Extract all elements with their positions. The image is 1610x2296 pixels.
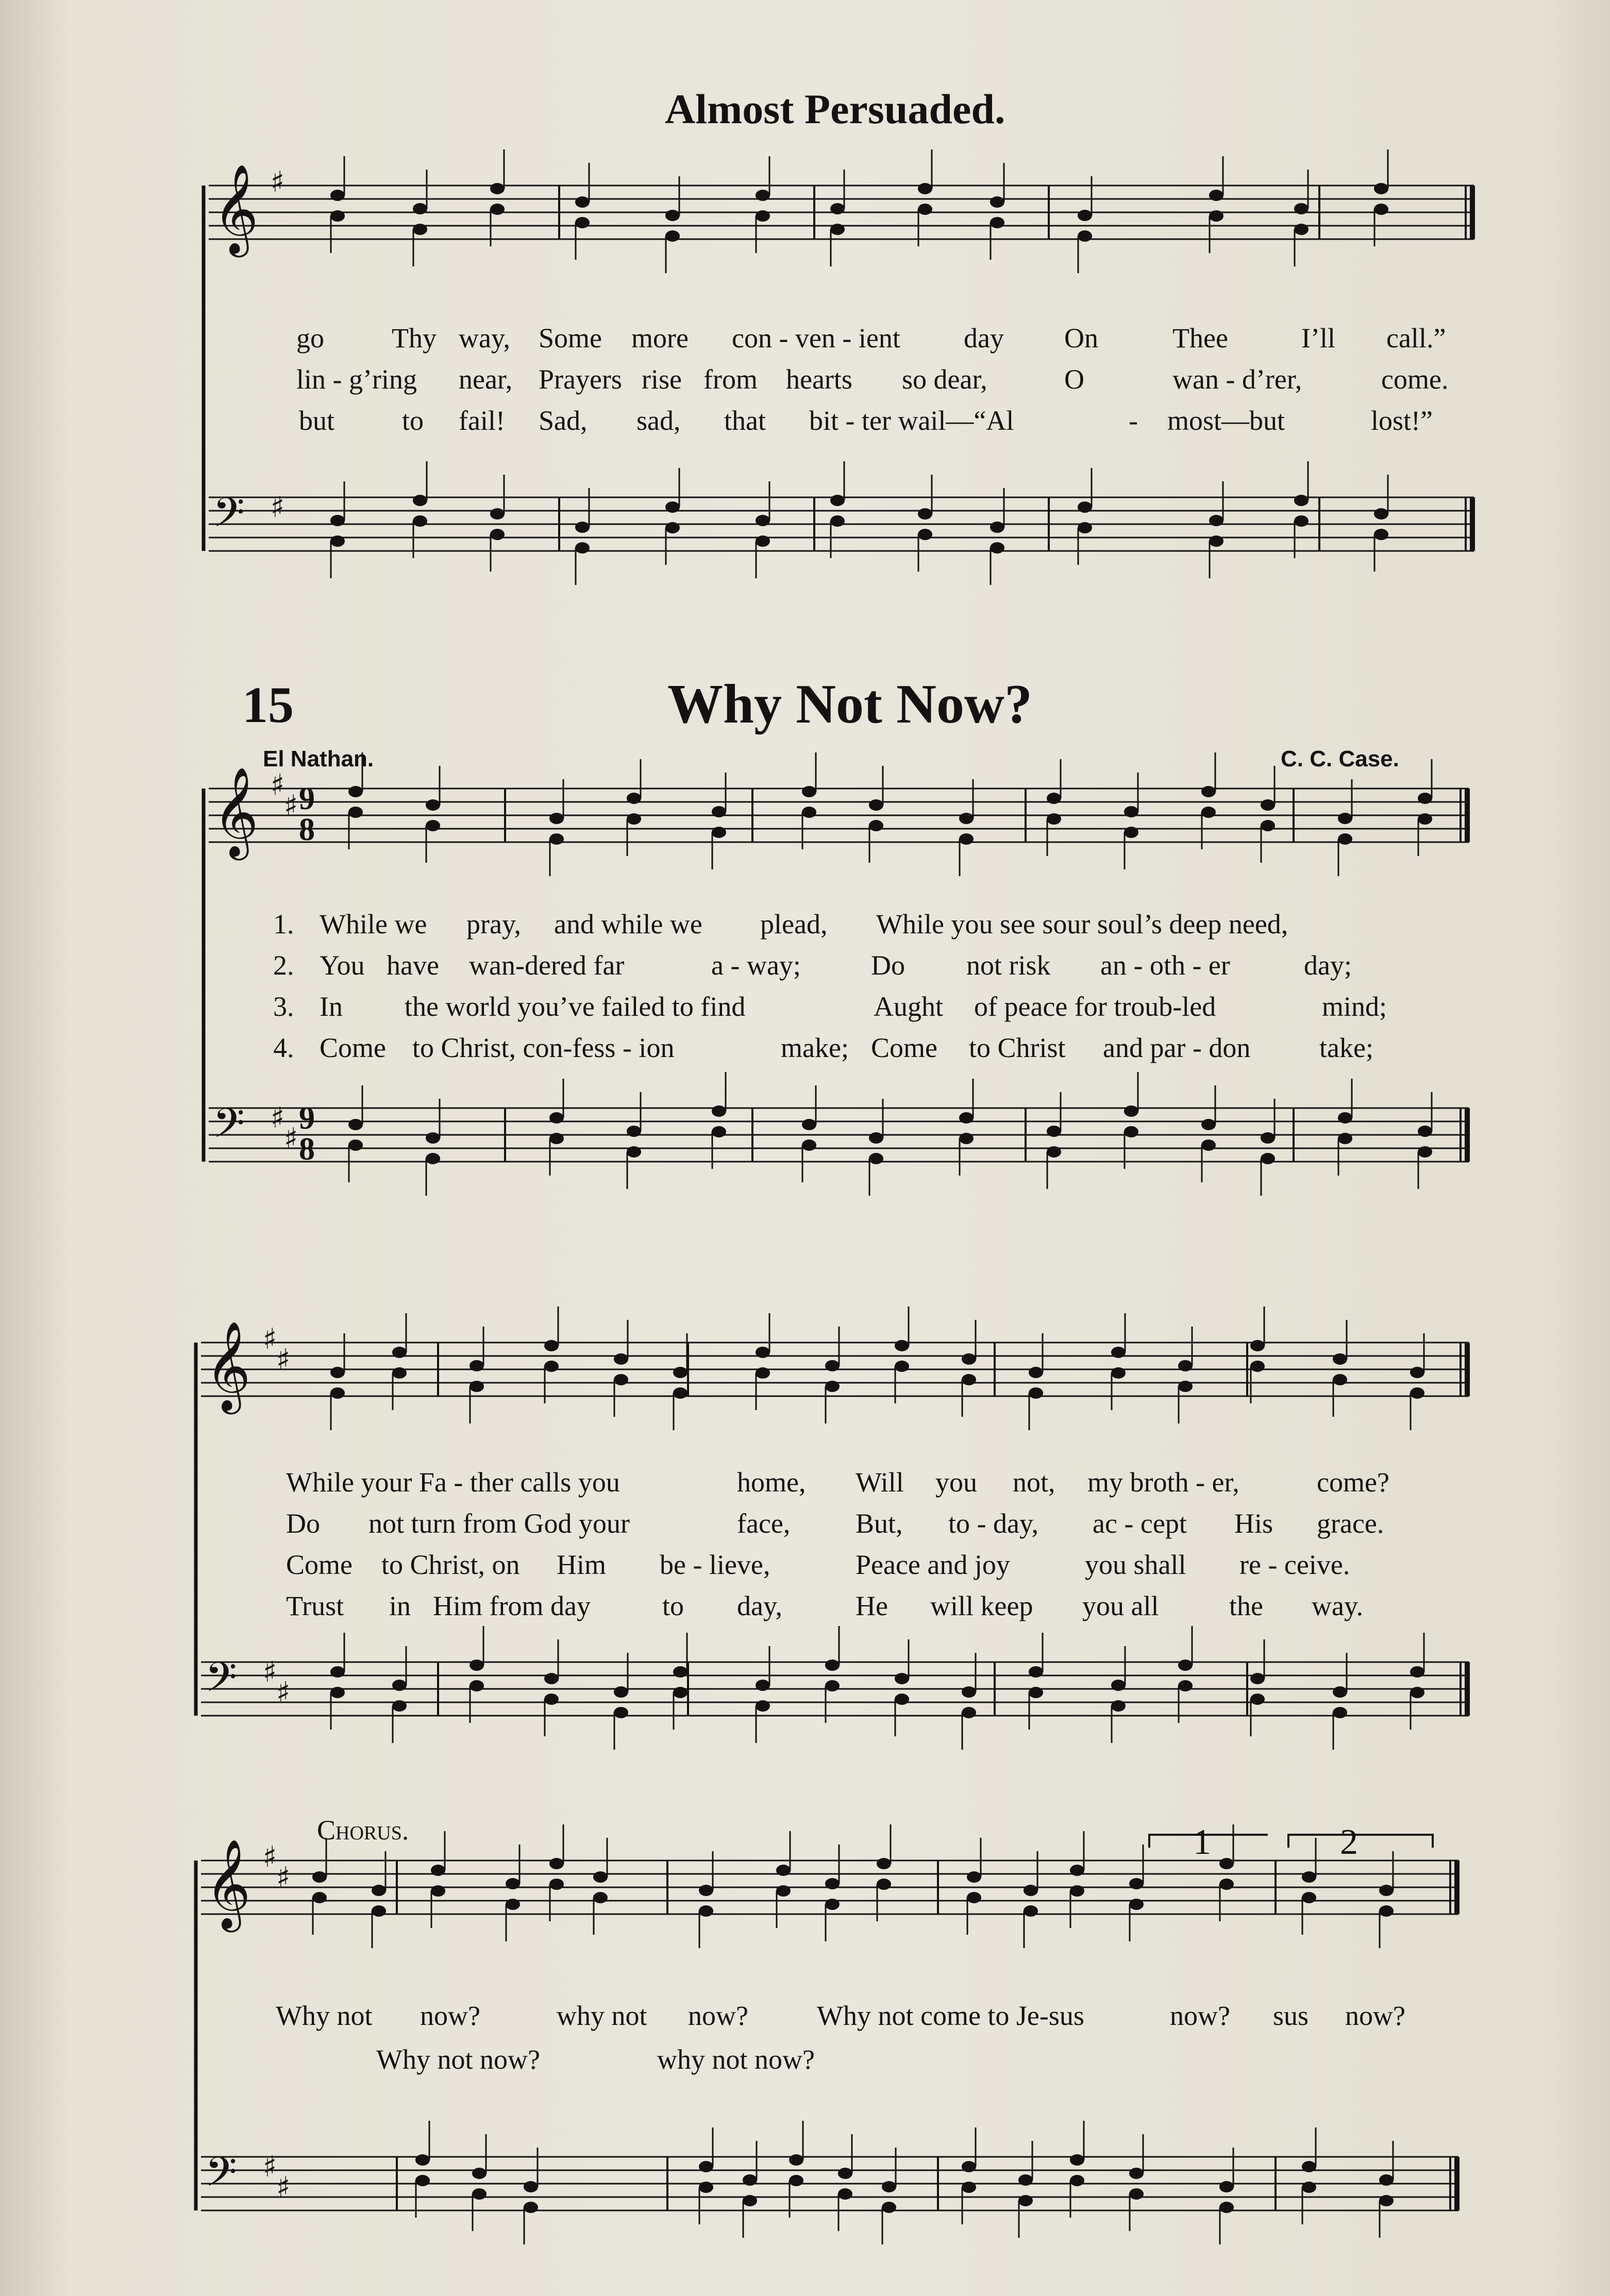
hymn-treble-1-note-lower	[959, 833, 974, 845]
prev-bass-note-upper	[830, 495, 845, 506]
prev-treble-note-upper	[413, 203, 427, 214]
chorus-bass-note-lower	[524, 2202, 538, 2213]
hymn-treble-staff-1-sharp-sign: ♯	[284, 789, 298, 823]
prev-bass-note-lower	[830, 515, 845, 527]
hymn-bass-2-note-lower	[544, 1694, 559, 1705]
hymn-treble-1-note-upper	[1261, 799, 1275, 811]
chorus-treble-note-lower	[312, 1892, 327, 1903]
chorus-bass-note-upper	[743, 2174, 757, 2186]
chorus-treble-note-lower	[699, 1905, 713, 1917]
hymn-bass-2-note-upper	[1333, 1686, 1347, 1698]
chorus-treble-staff-sharp-sign: ♯	[276, 1861, 291, 1895]
prev-bass-note-upper	[330, 515, 345, 526]
hymn-treble-2-note-upper	[1333, 1353, 1347, 1365]
chorus-bass-staff-final-bar	[1454, 2157, 1460, 2210]
prev-treble-note-upper	[665, 210, 680, 221]
chorus-bass-note-lower	[472, 2188, 487, 2200]
hymn-bass-1-note-lower	[802, 1139, 816, 1151]
hymn-bass-2-note-lower	[1111, 1700, 1126, 1712]
chorus-treble-note-upper	[877, 1858, 891, 1869]
chorus-treble-note-lower	[593, 1892, 608, 1903]
hymn-bass-2-note-lower	[330, 1687, 345, 1698]
hymn-treble-1-note-upper	[549, 813, 564, 824]
hymn-treble-staff-1-sharp-sign: ♯	[271, 768, 285, 802]
hymn-treble-1-note-upper	[712, 806, 726, 817]
prev-treble-note-lower	[756, 210, 770, 222]
prev-bass-note-upper	[665, 501, 680, 513]
prev-bass-note-lower	[665, 522, 680, 533]
hymn-bass-staff-2-bass-clef: 𝄢	[205, 1653, 237, 1711]
prev-bass-note-lower	[330, 535, 345, 547]
hymn-bass-staff-1-bass-clef: 𝄢	[213, 1099, 245, 1157]
chorus-bass-note-upper	[962, 2161, 976, 2172]
hymn-bass-staff-2-sharp-sign: ♯	[276, 1676, 291, 1710]
hymn-treble-1-note-lower	[869, 820, 883, 831]
hymn-bass-1-note-lower	[426, 1153, 440, 1164]
hymn-treble-staff-2-sharp-sign: ♯	[276, 1343, 291, 1377]
prev-treble-note-upper	[575, 196, 590, 208]
chorus-bass-note-lower	[415, 2175, 430, 2186]
hymn-treble-2-note-lower	[1029, 1387, 1043, 1399]
prev-treble-staff-sharp-sign: ♯	[271, 165, 285, 199]
hymn-bass-1-note-lower	[627, 1146, 641, 1158]
hymn-bass-1-note-upper	[426, 1132, 440, 1144]
hymn-bass-2-note-lower	[614, 1707, 628, 1718]
hymn-treble-1-note-upper	[627, 793, 641, 804]
hymn-treble-2-note-lower	[614, 1374, 628, 1385]
hymn-composer: C. C. Case.	[1281, 746, 1399, 772]
prev-treble-note-upper	[756, 190, 770, 201]
hymn-treble-2-note-upper	[469, 1360, 484, 1371]
prev-bass-note-upper	[1209, 515, 1223, 526]
chorus-treble-note-upper	[431, 1865, 445, 1876]
hymn-treble-staff-2-treble-clef: 𝄞	[205, 1321, 251, 1411]
prev-treble-note-lower	[830, 224, 845, 235]
hymn-treble-1-note-lower	[627, 813, 641, 825]
hymn-bass-2-note-upper	[962, 1686, 976, 1698]
hymn-treble-2-note-lower	[1178, 1381, 1193, 1392]
hymn-treble-1-note-upper	[1338, 813, 1352, 824]
chorus-treble-note-upper	[1302, 1871, 1316, 1883]
hymn-treble-2-note-upper	[1410, 1367, 1424, 1378]
chorus-treble-note-lower	[372, 1905, 386, 1917]
chorus-treble-note-upper	[372, 1885, 386, 1896]
prev-treble-note-lower	[575, 217, 590, 228]
hymn-bass-2-note-upper	[895, 1673, 909, 1684]
hymn-treble-2-note-upper	[1178, 1360, 1193, 1371]
chorus-bass-note-upper	[789, 2154, 803, 2166]
hymn-treble-2-note-upper	[673, 1367, 687, 1378]
hymn-bass-1-note-upper	[1124, 1105, 1138, 1117]
prev-bass-note-upper	[413, 495, 427, 506]
prev-treble-note-lower	[1374, 204, 1388, 215]
chorus-bass-note-upper	[1129, 2168, 1144, 2179]
prev-bass-note-lower	[1078, 522, 1092, 533]
prev-bass-note-lower	[990, 542, 1004, 554]
hymn-bass-1-note-upper	[1338, 1112, 1352, 1124]
ending-2-label: 2	[1340, 1822, 1358, 1862]
hymn-treble-2-note-upper	[756, 1347, 770, 1358]
chorus-bass-note-upper	[1070, 2154, 1084, 2166]
prev-bass-note-lower	[490, 529, 505, 540]
hymn-bass-2-note-lower	[1333, 1707, 1347, 1718]
hymn-bass-1-note-lower	[1418, 1146, 1432, 1158]
hymn-treble-2-note-upper	[392, 1347, 407, 1358]
chorus-treble-note-lower	[825, 1899, 840, 1910]
hymn-treble-1-note-lower	[1047, 813, 1061, 825]
hymn-bass-staff-2-sharp-sign: ♯	[263, 1655, 277, 1689]
chorus-bass-note-upper	[524, 2181, 538, 2192]
chorus-label: Chorus.	[317, 1815, 409, 1846]
prev-bass-note-upper	[756, 515, 770, 526]
hymn-treble-2-note-lower	[825, 1381, 840, 1392]
hymn-bass-2-note-upper	[1178, 1660, 1193, 1671]
chorus-bass-note-upper	[882, 2181, 896, 2192]
chorus-treble-staff-sharp-sign: ♯	[263, 1840, 277, 1874]
chorus-bass-note-lower	[1302, 2182, 1316, 2193]
hymn-bass-1-note-lower	[1338, 1133, 1352, 1144]
hymn-treble-2-note-lower	[1250, 1361, 1265, 1372]
hymn-treble-2-note-upper	[962, 1353, 976, 1365]
chorus-bass-note-lower	[1070, 2175, 1084, 2186]
hymn-bass-2-note-upper	[392, 1680, 407, 1691]
prev-bass-note-lower	[756, 535, 770, 547]
hymn-bass-1-note-lower	[549, 1133, 564, 1144]
chorus-treble-note-upper	[1024, 1885, 1038, 1896]
chorus-bass-note-lower	[789, 2175, 803, 2186]
hymn-bass-2-note-upper	[330, 1666, 345, 1678]
prev-bass-note-upper	[918, 508, 932, 519]
ending-2-bracket	[1288, 1835, 1433, 1848]
chorus-treble-note-upper	[1219, 1858, 1234, 1869]
chorus-treble-note-upper	[1070, 1865, 1084, 1876]
chorus-treble-note-lower	[1129, 1899, 1144, 1910]
hymn-number: 15	[242, 676, 294, 733]
hymn-treble-2-note-lower	[544, 1361, 559, 1372]
chorus-treble-note-lower	[549, 1879, 564, 1890]
hymn-bass-2-note-lower	[1178, 1680, 1193, 1691]
chorus-treble-note-upper	[593, 1871, 608, 1883]
hymn-treble-2-note-upper	[330, 1367, 345, 1378]
hymn-treble-2-note-upper	[895, 1340, 909, 1351]
chorus-treble-note-upper	[312, 1871, 327, 1883]
prev-bass-note-upper	[1078, 501, 1092, 513]
prev-treble-staff-final-bar	[1470, 186, 1475, 239]
hymn-treble-2-note-upper	[1250, 1340, 1265, 1351]
ending-1-label: 1	[1193, 1822, 1211, 1862]
hymn-bass-2-note-upper	[673, 1666, 687, 1678]
prev-bass-note-upper	[575, 522, 590, 533]
prev-bass-note-lower	[1374, 529, 1388, 540]
hymn-treble-1-note-lower	[549, 833, 564, 845]
hymn-bass-1-note-upper	[1418, 1126, 1432, 1137]
hymn-treble-1-note-upper	[426, 799, 440, 811]
hymn-bass-2-note-lower	[1029, 1687, 1043, 1698]
hymn-bass-staff-1-final-bar	[1465, 1108, 1470, 1162]
time-signature-treble-bottom: 8	[299, 812, 315, 847]
hymn-bass-2-note-upper	[544, 1673, 559, 1684]
chorus-bass-note-upper	[838, 2168, 852, 2179]
chorus-bass-note-lower	[882, 2202, 896, 2213]
prev-treble-note-lower	[1209, 210, 1223, 222]
hymn-treble-2-note-lower	[330, 1387, 345, 1399]
hymn-bass-1-note-upper	[869, 1132, 883, 1144]
hymn-treble-1-note-upper	[1201, 786, 1216, 797]
hymn-bass-1-note-upper	[712, 1105, 726, 1117]
hymnal-page: 𝄞 ♯ 𝄢 ♯ 𝄞 ♯ ♯ 𝄢 ♯ ♯ 𝄞 ♯ ♯ 𝄢 ♯ ♯ 𝄞 ♯ ♯ 𝄢 ♯ ♯ Almost Persuaded. go Thy way, Some more con - ven - ient day On Thee I’ll call.” lin - g’ring near, Prayers rise from hearts so dear, O wan - d’rer, come. but to fail! Sad, sad, that bit - ter wail—“Al - most—but lost!” 15 Why Not Now? El Nathan. C. C. Case. 9 8 9 8 1. While we pray, and while we plead, While you see sour soul’s deep need, 2. You have wan-dered far a - way; Do not risk an - oth - er day; 3. In the world you’ve failed to find Aught of peace for troub-led mind; 4. Come to Christ, con-fess - ion make; Come to Christ and par - don take; While your Fa - ther calls you home, Will you not, my broth - er, come? Do not turn from God your face, But, to - day, ac - cept His grace. Come to Christ, on Him be - lieve, Peace and joy you shall re - ceive. Trust in Him from day to day, He will keep you all the way. Chorus. 1 2 Why not now? why not now? Why not come to Je-sus now? sus now? Why not now? why not now?	[0, 0, 1610, 2296]
hymn-treble-staff-2-sharp-sign: ♯	[263, 1322, 277, 1356]
chorus-bass-note-lower	[962, 2182, 976, 2193]
hymn-treble-2-note-lower	[469, 1381, 484, 1392]
hymn-treble-2-note-upper	[825, 1360, 840, 1371]
prev-hymn-title: Almost Persuaded.	[665, 86, 1005, 132]
chorus-bass-note-upper	[1379, 2174, 1394, 2186]
chorus-treble-note-lower	[967, 1892, 981, 1903]
chorus-bass-staff-sharp-sign: ♯	[276, 2171, 291, 2204]
hymn-treble-1-note-lower	[1201, 807, 1216, 818]
prev-bass-staff-sharp-sign: ♯	[271, 491, 285, 524]
hymn-bass-2-note-lower	[392, 1700, 407, 1712]
prev-treble-staff-treble-clef: 𝄞	[213, 164, 259, 254]
time-signature-treble-top: 9	[299, 781, 315, 816]
hymn-treble-2-note-upper	[1029, 1367, 1043, 1378]
time-signature-bass-top: 9	[299, 1101, 315, 1136]
hymn-bass-1-note-upper	[1261, 1132, 1275, 1144]
prev-treble-note-upper	[830, 203, 845, 214]
hymn-bass-1-note-upper	[549, 1112, 564, 1124]
prev-treble-note-lower	[918, 204, 932, 215]
hymn-treble-2-note-lower	[1111, 1367, 1126, 1379]
hymn-treble-1-note-lower	[426, 820, 440, 831]
hymn-bass-1-note-upper	[348, 1119, 363, 1130]
prev-bass-note-lower	[1209, 535, 1223, 547]
prev-treble-note-upper	[1209, 190, 1223, 201]
chorus-treble-note-upper	[776, 1865, 791, 1876]
prev-bass-note-upper	[1294, 495, 1309, 506]
prev-treble-note-lower	[990, 217, 1004, 228]
hymn-treble-1-note-upper	[1418, 793, 1432, 804]
hymn-bass-2-note-lower	[895, 1694, 909, 1705]
hymn-bass-1-note-lower	[959, 1133, 974, 1144]
chorus-bass-note-lower	[838, 2188, 852, 2200]
hymn-treble-staff-1-final-bar	[1465, 789, 1470, 842]
chorus-treble-note-upper	[549, 1858, 564, 1869]
chorus-treble-note-lower	[1219, 1879, 1234, 1890]
hymn-treble-1-note-lower	[712, 827, 726, 838]
chorus-treble-note-lower	[1302, 1892, 1316, 1903]
chorus-treble-note-lower	[877, 1879, 891, 1890]
hymn-treble-2-note-lower	[895, 1361, 909, 1372]
prev-treble-note-upper	[490, 183, 505, 194]
chorus-treble-note-lower	[1070, 1885, 1084, 1897]
chorus-treble-note-upper	[699, 1885, 713, 1896]
hymn-treble-2-note-lower	[392, 1367, 407, 1379]
chorus-treble-note-upper	[1129, 1878, 1144, 1889]
chorus-treble-note-upper	[967, 1871, 981, 1883]
hymn-treble-1-note-lower	[1418, 813, 1432, 825]
hymn-bass-1-note-upper	[627, 1126, 641, 1137]
hymn-treble-staff-1-treble-clef: 𝄞	[213, 767, 259, 857]
prev-bass-staff-bass-clef: 𝄢	[213, 489, 245, 546]
prev-bass-note-upper	[490, 508, 505, 519]
chorus-bass-note-lower	[699, 2182, 713, 2193]
hymn-bass-1-note-upper	[1047, 1126, 1061, 1137]
chorus-bass-note-lower	[1379, 2195, 1394, 2206]
prev-treble-note-upper	[1294, 203, 1309, 214]
hymn-treble-2-note-lower	[1333, 1374, 1347, 1385]
hymn-treble-1-note-upper	[869, 799, 883, 811]
hymn-bass-1-note-lower	[869, 1153, 883, 1164]
hymn-treble-1-note-lower	[1124, 827, 1138, 838]
hymn-treble-2-note-lower	[1410, 1387, 1424, 1399]
hymn-bass-2-note-upper	[1111, 1680, 1126, 1691]
prev-treble-note-upper	[1374, 183, 1388, 194]
hymn-treble-1-note-upper	[348, 786, 363, 797]
chorus-bass-note-upper	[415, 2154, 430, 2166]
chorus-bass-note-upper	[1302, 2161, 1316, 2172]
prev-treble-note-lower	[330, 210, 345, 222]
prev-treble-note-upper	[918, 183, 932, 194]
hymn-bass-2-note-lower	[962, 1707, 976, 1718]
chorus-bass-note-lower	[1219, 2202, 1234, 2213]
hymn-treble-1-note-lower	[802, 807, 816, 818]
hymn-bass-2-note-upper	[1250, 1673, 1265, 1684]
chorus-treble-note-lower	[431, 1885, 445, 1897]
hymn-treble-2-note-lower	[673, 1387, 687, 1399]
chorus-bass-note-lower	[1018, 2195, 1033, 2206]
hymn-bass-1-note-lower	[1261, 1153, 1275, 1164]
hymn-treble-1-note-upper	[959, 813, 974, 824]
prev-treble-note-upper	[330, 190, 345, 201]
hymn-bass-1-note-lower	[1201, 1139, 1216, 1151]
hymn-bass-2-note-lower	[673, 1687, 687, 1698]
chorus-treble-note-lower	[1024, 1905, 1038, 1917]
hymn-bass-2-note-upper	[614, 1686, 628, 1698]
prev-bass-note-lower	[918, 529, 932, 540]
hymn-treble-1-note-upper	[1124, 806, 1138, 817]
hymn-bass-2-note-upper	[469, 1660, 484, 1671]
chorus-treble-note-upper	[825, 1878, 840, 1889]
chorus-bass-note-upper	[699, 2161, 713, 2172]
chorus-bass-staff-sharp-sign: ♯	[263, 2150, 277, 2184]
hymn-bass-1-note-upper	[959, 1112, 974, 1124]
chorus-bass-note-lower	[743, 2195, 757, 2206]
prev-treble-note-lower	[1078, 230, 1092, 242]
hymn-bass-2-note-lower	[469, 1680, 484, 1691]
prev-bass-note-lower	[1294, 515, 1309, 527]
chorus-bass-note-upper	[1219, 2181, 1234, 2192]
hymn-bass-2-note-upper	[825, 1660, 840, 1671]
prev-treble-note-lower	[1294, 224, 1309, 235]
hymn-bass-1-note-lower	[712, 1126, 726, 1137]
hymn-bass-1-note-upper	[802, 1119, 816, 1130]
hymn-bass-1-note-lower	[1124, 1126, 1138, 1137]
hymn-bass-2-note-lower	[1250, 1694, 1265, 1705]
hymn-treble-1-note-lower	[1261, 820, 1275, 831]
hymn-bass-2-note-upper	[756, 1680, 770, 1691]
hymn-bass-2-note-lower	[756, 1700, 770, 1712]
hymn-treble-1-note-lower	[1338, 833, 1352, 845]
hymn-bass-1-note-lower	[348, 1139, 363, 1151]
hymn-treble-2-note-lower	[962, 1374, 976, 1385]
hymn-bass-staff-2-final-bar	[1465, 1662, 1470, 1716]
chorus-treble-note-upper	[1379, 1885, 1394, 1896]
hymn-bass-1-note-lower	[1047, 1146, 1061, 1158]
hymn-bass-2-note-upper	[1410, 1666, 1424, 1678]
chorus-treble-note-upper	[506, 1878, 520, 1889]
chorus-treble-note-lower	[776, 1885, 791, 1897]
prev-bass-staff-final-bar	[1470, 497, 1475, 551]
hymn-treble-staff-2-final-bar	[1465, 1343, 1470, 1396]
hymn-bass-staff-1-sharp-sign: ♯	[271, 1101, 285, 1135]
hymn-treble-1-note-lower	[348, 807, 363, 818]
chorus-bass-note-lower	[1129, 2188, 1144, 2200]
hymn-treble-2-note-lower	[756, 1367, 770, 1379]
hymn-bass-staff-1-sharp-sign: ♯	[284, 1122, 298, 1155]
chorus-treble-staff-final-bar	[1454, 1861, 1460, 1914]
chorus-treble-note-lower	[506, 1899, 520, 1910]
hymn-bass-2-note-lower	[825, 1680, 840, 1691]
chorus-bass-note-upper	[1018, 2174, 1033, 2186]
prev-bass-note-upper	[1374, 508, 1388, 519]
hymn-bass-1-note-upper	[1201, 1119, 1216, 1130]
hymn-author: El Nathan.	[263, 746, 374, 772]
prev-treble-note-lower	[665, 230, 680, 242]
hymn-treble-1-note-upper	[1047, 793, 1061, 804]
prev-bass-note-lower	[575, 542, 590, 554]
chorus-bass-staff-bass-clef: 𝄢	[205, 2148, 237, 2206]
hymn-bass-2-note-lower	[1410, 1687, 1424, 1698]
prev-bass-note-lower	[413, 515, 427, 527]
hymn-bass-2-note-upper	[1029, 1666, 1043, 1678]
hymn-treble-2-note-upper	[544, 1340, 559, 1351]
hymn-treble-1-note-upper	[802, 786, 816, 797]
chorus-bass-note-upper	[472, 2168, 487, 2179]
prev-treble-note-upper	[990, 196, 1004, 208]
time-signature-bass-bottom: 8	[299, 1132, 315, 1167]
prev-bass-note-upper	[990, 522, 1004, 533]
hymn-treble-2-note-upper	[614, 1353, 628, 1365]
chorus-treble-note-lower	[1379, 1905, 1394, 1917]
prev-treble-note-lower	[413, 224, 427, 235]
chorus-treble-staff-treble-clef: 𝄞	[205, 1839, 251, 1929]
hymn-treble-2-note-upper	[1111, 1347, 1126, 1358]
hymn-title: Why Not Now?	[667, 674, 1033, 735]
prev-treble-note-lower	[490, 204, 505, 215]
prev-treble-note-upper	[1078, 210, 1092, 221]
